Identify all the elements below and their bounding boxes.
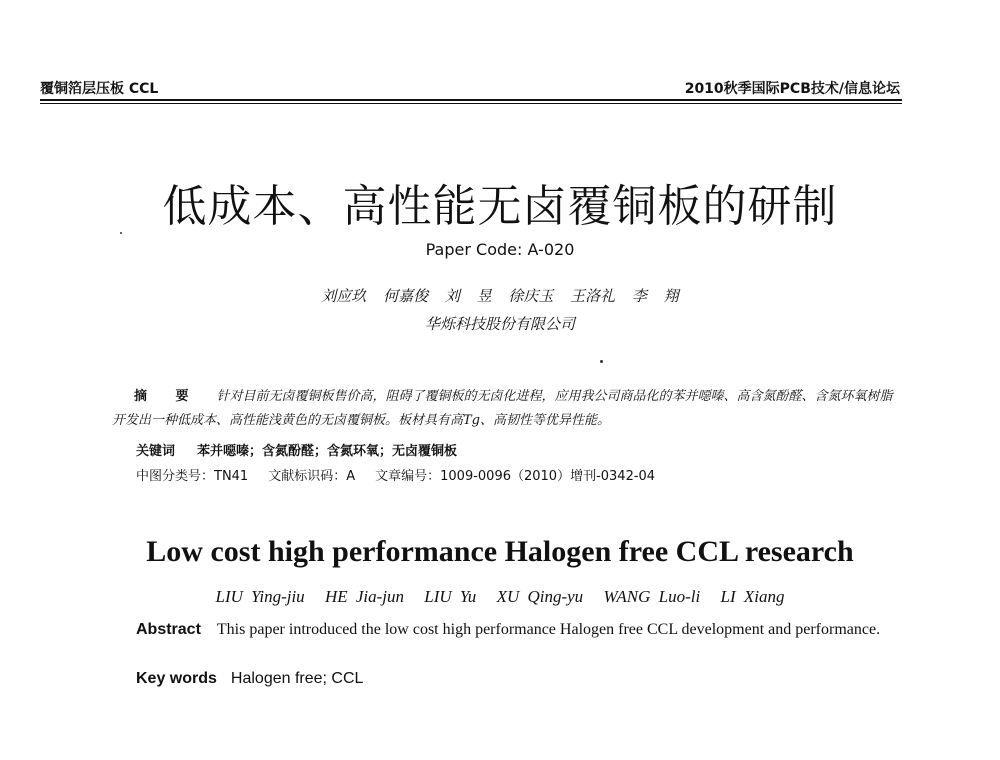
abstract-en-label: Abstract xyxy=(136,621,201,638)
affiliation-cn: 华烁科技股份有限公司 xyxy=(424,315,575,333)
abstract-en xyxy=(112,617,907,642)
keywords-cn-label: 关键词 xyxy=(136,444,176,459)
author-en: LIU Ying-jiu xyxy=(215,587,305,606)
author-en: WANG Luo-li xyxy=(603,587,701,606)
authors-en xyxy=(0,587,1000,607)
keywords-en-text: Halogen free; CCL xyxy=(230,670,364,687)
header-rule-thin xyxy=(40,103,902,104)
keywords-en xyxy=(136,670,363,688)
header-rule-thick xyxy=(40,99,902,101)
authors-cn: 刘应玖 何嘉俊 刘 昱 徐庆玉 王洛礼 李 翔 xyxy=(321,287,679,305)
author-en: LIU Yu xyxy=(424,587,477,606)
article-number: 文章编号：1009-0096（2010）增刊-0342-04 xyxy=(375,469,656,484)
abstract-cn-label: 摘 要 xyxy=(134,389,201,404)
keywords-en-label: Key words xyxy=(136,670,217,687)
running-header-right: 2010秋季国际PCB技术/信息论坛 xyxy=(684,81,900,97)
abstract-en-text: This paper introduced the low cost high performance Halogen free CCL development and performance. xyxy=(216,621,881,638)
keywords-cn-text: 苯并噁嗪；含氮酚醛；含氮环氧；无卤覆铜板 xyxy=(197,444,458,459)
author-en: XU Qing-yu xyxy=(496,587,584,606)
running-header-left: 覆铜箔层压板 CCL xyxy=(40,81,159,97)
classification-line xyxy=(136,465,675,484)
abstract-cn-text: 针对目前无卤覆铜板售价高，阻碍了覆铜板的无卤化进程，应用我公司商品化的苯并噁嗪、高含氮酚醛、含氮环氧树脂开发出一种低成本、高性能浅黄色的无卤覆铜板。板材具有高Tg、高韧性等优异性能。 xyxy=(112,389,893,428)
clc-number: 中图分类号：TN41 xyxy=(136,469,249,484)
document-code: 文献标识码：A xyxy=(268,469,356,484)
author-en: HE Jia-jun xyxy=(324,587,405,606)
author-en: LI Xiang xyxy=(720,587,785,606)
scan-speck xyxy=(600,360,603,363)
abstract-cn xyxy=(112,385,902,433)
paper-title-en: Low cost high performance Halogen free CCL research xyxy=(146,535,854,568)
paper-code: Paper Code: A-020 xyxy=(425,240,575,259)
keywords-cn xyxy=(136,440,457,459)
paper-title-cn: 低成本、高性能无卤覆铜板的研制 xyxy=(162,181,838,232)
